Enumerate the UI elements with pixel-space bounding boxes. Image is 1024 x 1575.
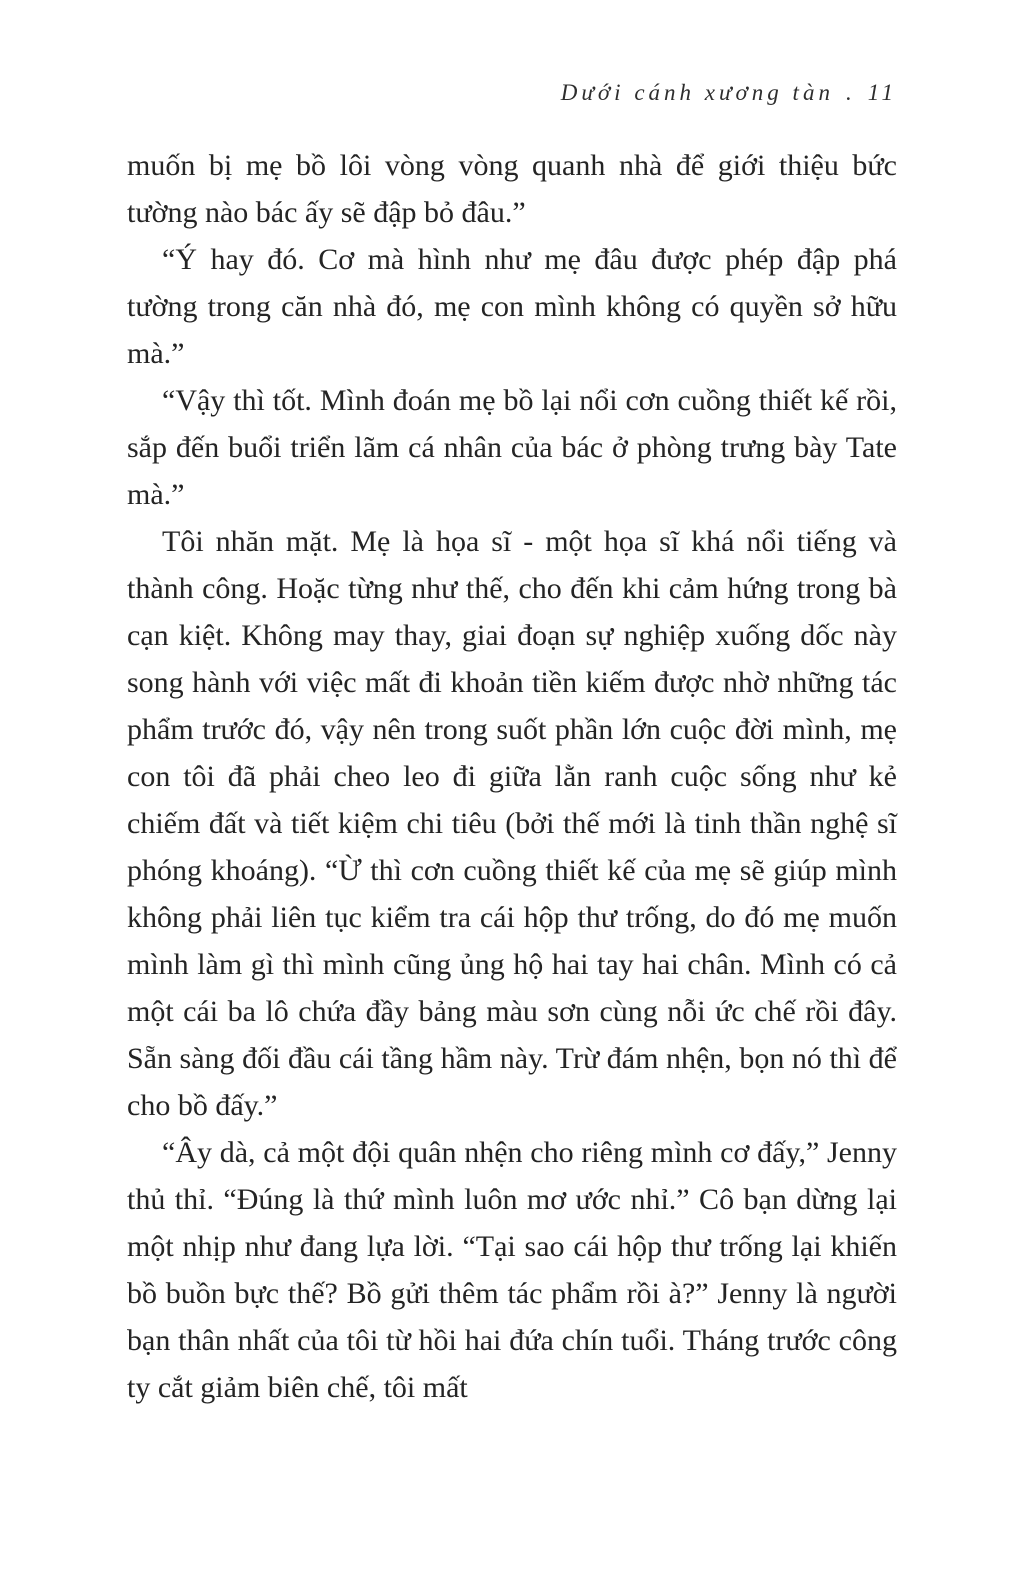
body-paragraph: muốn bị mẹ bồ lôi vòng vòng quanh nhà để giới thiệu bức tường nào bác ấy sẽ đập bỏ đâu.” [127,149,897,229]
body-paragraph: “Vậy thì tốt. Mình đoán mẹ bồ lại nổi cơn cuồng thiết kế rồi, sắp đến buổi triển lãm cá nhân của bác ở phòng trưng bày Tate mà.” [127,384,897,511]
running-header-title: Dưới cánh xương tàn [560,80,834,105]
page-number: 11 [867,80,897,105]
body-paragraph: “Ý hay đó. Cơ mà hình như mẹ đâu được phép đập phá tường trong căn nhà đó, mẹ con mình không có quyền sở hữu mà.” [127,243,897,370]
body-paragraph: Tôi nhăn mặt. Mẹ là họa sĩ - một họa sĩ khá nổi tiếng và thành công. Hoặc từng như thế, cho đến khi cảm hứng trong bà cạn kiệt. Không may thay, giai đoạn sự nghiệp xuống dốc này song hành với việc mất đi khoản tiền kiếm được nhờ những tác phẩm trước đó, vậy nên trong suốt phần lớn cuộc đời mình, mẹ con tôi đã phải cheo leo đi giữa lằn ranh cuộc sống như kẻ chiếm đất và tiết kiệm chi tiêu (bởi thế mới là tinh thần nghệ sĩ phóng khoáng). “Ừ thì cơn cuồng thiết kế của mẹ sẽ giúp mình không phải liên tục kiểm tra cái hộp thư trống, do đó mẹ muốn mình làm gì thì mình cũng ủng hộ hai tay hai chân. Mình có cả một cái ba lô chứa đầy bảng màu sơn cùng nỗi ức chế rồi đây. Sẵn sàng đối đầu cái tầng hầm này. Trừ đám nhện, bọn nó thì để cho bồ đấy.” [127,525,897,1122]
body-paragraph: “Ây dà, cả một đội quân nhện cho riêng mình cơ đấy,” Jenny thủ thỉ. “Đúng là thứ mình luôn mơ ước nhỉ.” Cô bạn dừng lại một nhịp như đang lựa lời. “Tại sao cái hộp thư trống lại khiến bồ buồn bực thế? Bồ gửi thêm tác phẩm rồi à?” Jenny là người bạn thân nhất của tôi từ hồi hai đứa chín tuổi. Tháng trước công ty cắt giảm biên chế, tôi mất [127,1136,897,1404]
header-separator-dot: . [845,80,852,105]
running-header [127,80,897,106]
page-body [127,142,897,1411]
